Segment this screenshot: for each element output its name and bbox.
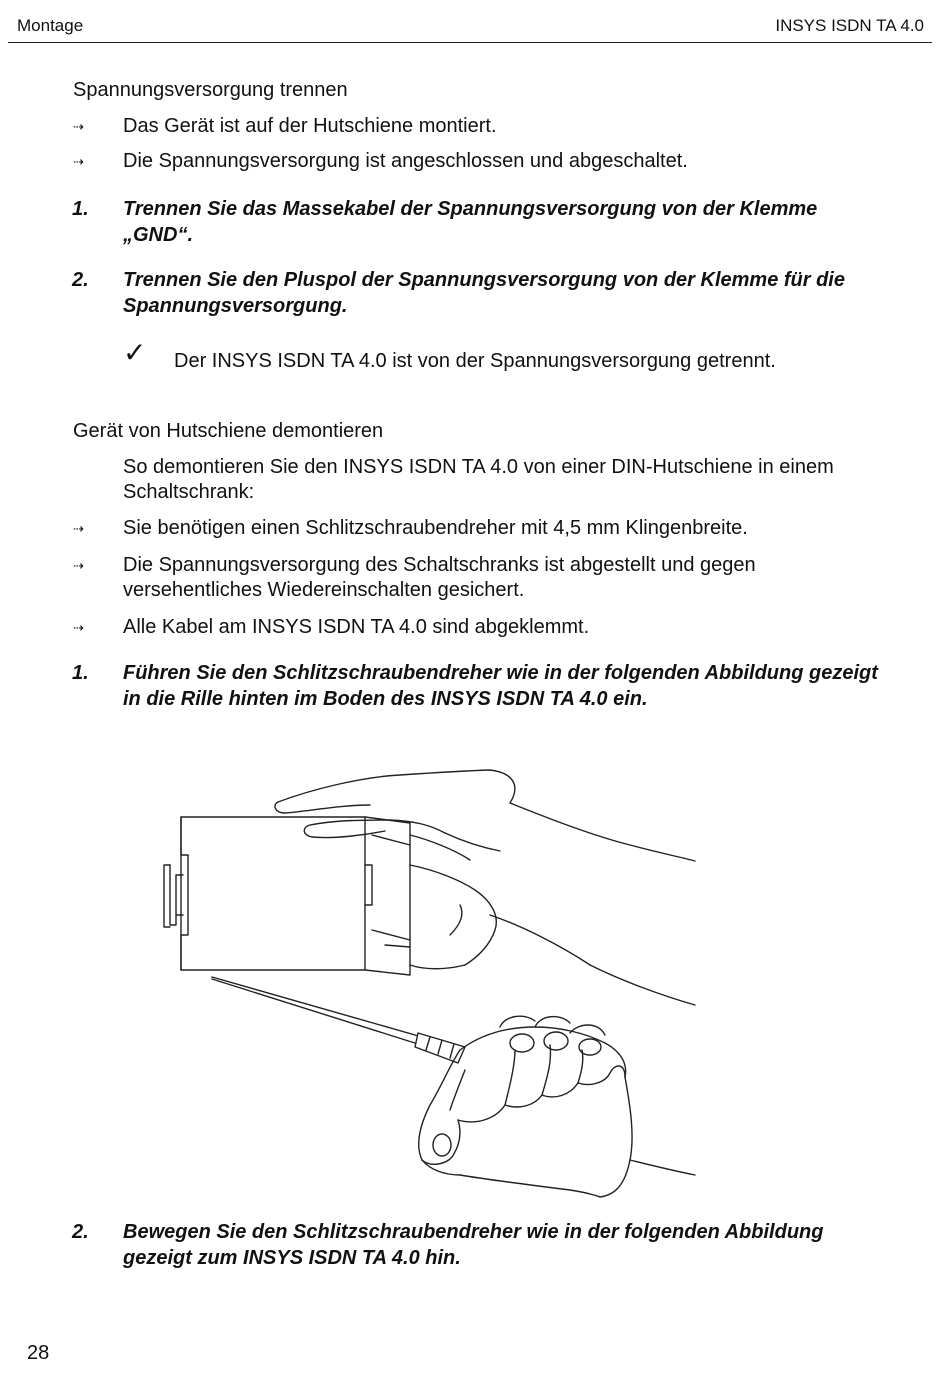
- prereq-item: Alle Kabel am INSYS ISDN TA 4.0 sind abgeklemmt.: [123, 616, 590, 638]
- section-title: Gerät von Hutschiene demontieren: [73, 420, 384, 442]
- prereq-item: Die Spannungsversorgung des Schaltschranks ist abgestellt und gegen versehentliches Wiedereinschalten gesichert.: [123, 554, 756, 601]
- prereq-item: Sie benötigen einen Schlitzschraubendreher mit 4,5 mm Klingenbreite.: [123, 517, 748, 539]
- step-text: Trennen Sie den Pluspol der Spannungsversorgung von der Klemme für die Spannungsversorgung.: [123, 269, 845, 317]
- arrow-right-icon: ⇢: [73, 521, 83, 536]
- step-number: 1.: [72, 662, 89, 684]
- illustration-demount: [160, 765, 700, 1205]
- prereq-item: Die Spannungsversorgung ist angeschlossen und abgeschaltet.: [123, 150, 688, 172]
- arrow-right-icon: ⇢: [73, 558, 83, 573]
- checkmark-icon: ✓: [123, 337, 147, 368]
- header-product: INSYS ISDN TA 4.0: [775, 16, 924, 35]
- prereq-item: Das Gerät ist auf der Hutschiene montiert.: [123, 115, 497, 137]
- step-number: 2.: [72, 1221, 89, 1243]
- step-text: Bewegen Sie den Schlitzschraubendreher wie in der folgenden Abbildung gezeigt zum INSYS ISDN TA 4.0 hin.: [123, 1221, 824, 1269]
- step-text: Führen Sie den Schlitzschraubendreher wie in der folgenden Abbildung gezeigt in die Rille hinten im Boden des INSYS ISDN TA 4.0 ein.: [123, 662, 878, 710]
- arrow-right-icon: ⇢: [73, 154, 83, 169]
- result-text: Der INSYS ISDN TA 4.0 ist von der Spannungsversorgung getrennt.: [174, 350, 776, 372]
- header-section: Montage: [17, 16, 84, 35]
- header-divider: [8, 42, 932, 43]
- section-title: Spannungsversorgung trennen: [73, 79, 348, 101]
- step-text: Trennen Sie das Massekabel der Spannungsversorgung von der Klemme „GND“.: [123, 198, 818, 246]
- arrow-right-icon: ⇢: [73, 620, 83, 635]
- step-number: 2.: [72, 269, 89, 291]
- arrow-right-icon: ⇢: [73, 119, 83, 134]
- intro-text: So demontieren Sie den INSYS ISDN TA 4.0 von einer DIN-Hutschiene in einem Schaltschrank:: [123, 456, 834, 503]
- step-number: 1.: [72, 198, 89, 220]
- page-number: 28: [27, 1342, 50, 1364]
